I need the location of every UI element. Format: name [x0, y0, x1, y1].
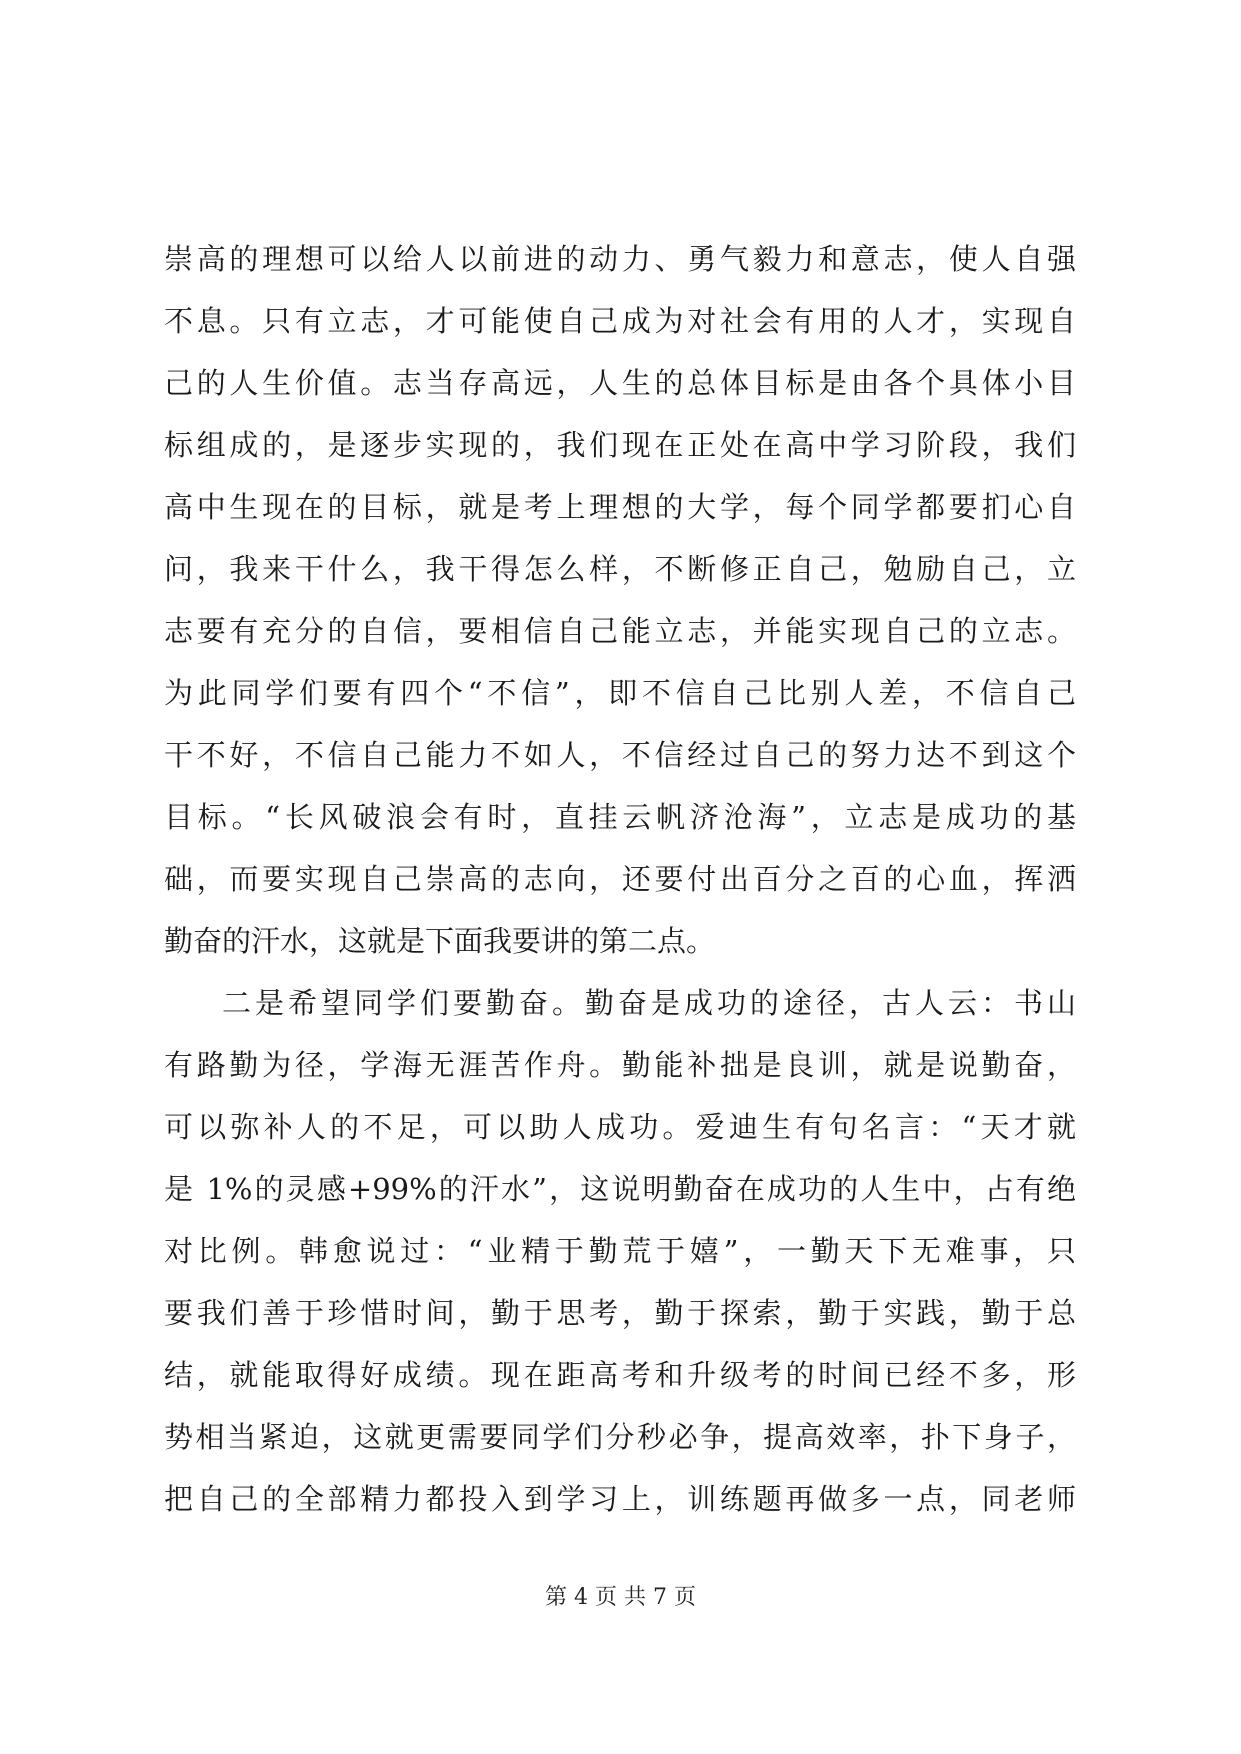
text-line: 己的人生价值。志当存高远，人生的总体目标是由各个具体小目	[164, 366, 1076, 400]
text-line: 对比例。韩愈说过：“业精于勤荒于嬉”，一勤天下无难事，只	[164, 1234, 1076, 1268]
text-line: 势相当紧迫，这就更需要同学们分秒必争，提高效率，扑下身子，	[164, 1420, 1076, 1454]
text-line: 问，我来干什么，我干得怎么样，不断修正自己，勉励自己，立	[164, 552, 1076, 586]
text-line: 是 1%的灵感+99%的汗水”，这说明勤奋在成功的人生中，占有绝	[164, 1172, 1076, 1206]
text-line: 崇高的理想可以给人以前进的动力、勇气毅力和意志，使人自强	[164, 242, 1076, 276]
text-line: 二是希望同学们要勤奋。勤奋是成功的途径，古人云：书山	[222, 986, 1076, 1020]
body-text	[164, 228, 1076, 1530]
text-line: 高中生现在的目标，就是考上理想的大学，每个同学都要扪心自	[164, 490, 1076, 524]
text-line: 结，就能取得好成绩。现在距高考和升级考的时间已经不多，形	[164, 1358, 1076, 1392]
text-line: 干不好，不信自己能力不如人，不信经过自己的努力达不到这个	[164, 738, 1076, 772]
text-line: 把自己的全部精力都投入到学习上，训练题再做多一点，同老师	[164, 1482, 1076, 1516]
text-line: 础，而要实现自己崇高的志向，还要付出百分之百的心血，挥洒	[164, 862, 1076, 896]
text-line: 不息。只有立志，才可能使自己成为对社会有用的人才，实现自	[164, 304, 1076, 338]
text-line: 目标。“长风破浪会有时，直挂云帆济沧海”，立志是成功的基	[164, 800, 1076, 834]
text-line: 标组成的，是逐步实现的，我们现在正处在高中学习阶段，我们	[164, 428, 1076, 462]
text-line: 有路勤为径，学海无涯苦作舟。勤能补拙是良训，就是说勤奋，	[164, 1048, 1076, 1082]
page-number-footer: 第 4 页 共 7 页	[545, 1585, 696, 1610]
text-line: 志要有充分的自信，要相信自己能立志，并能实现自己的立志。	[164, 614, 1076, 648]
text-line: 要我们善于珍惜时间，勤于思考，勤于探索，勤于实践，勤于总	[164, 1296, 1076, 1330]
text-line: 勤奋的汗水，这就是下面我要讲的第二点。	[164, 924, 716, 958]
text-line: 为此同学们要有四个“不信”，即不信自己比别人差，不信自己	[164, 676, 1076, 710]
text-line: 可以弥补人的不足，可以助人成功。爱迪生有句名言：“天才就	[164, 1110, 1076, 1144]
